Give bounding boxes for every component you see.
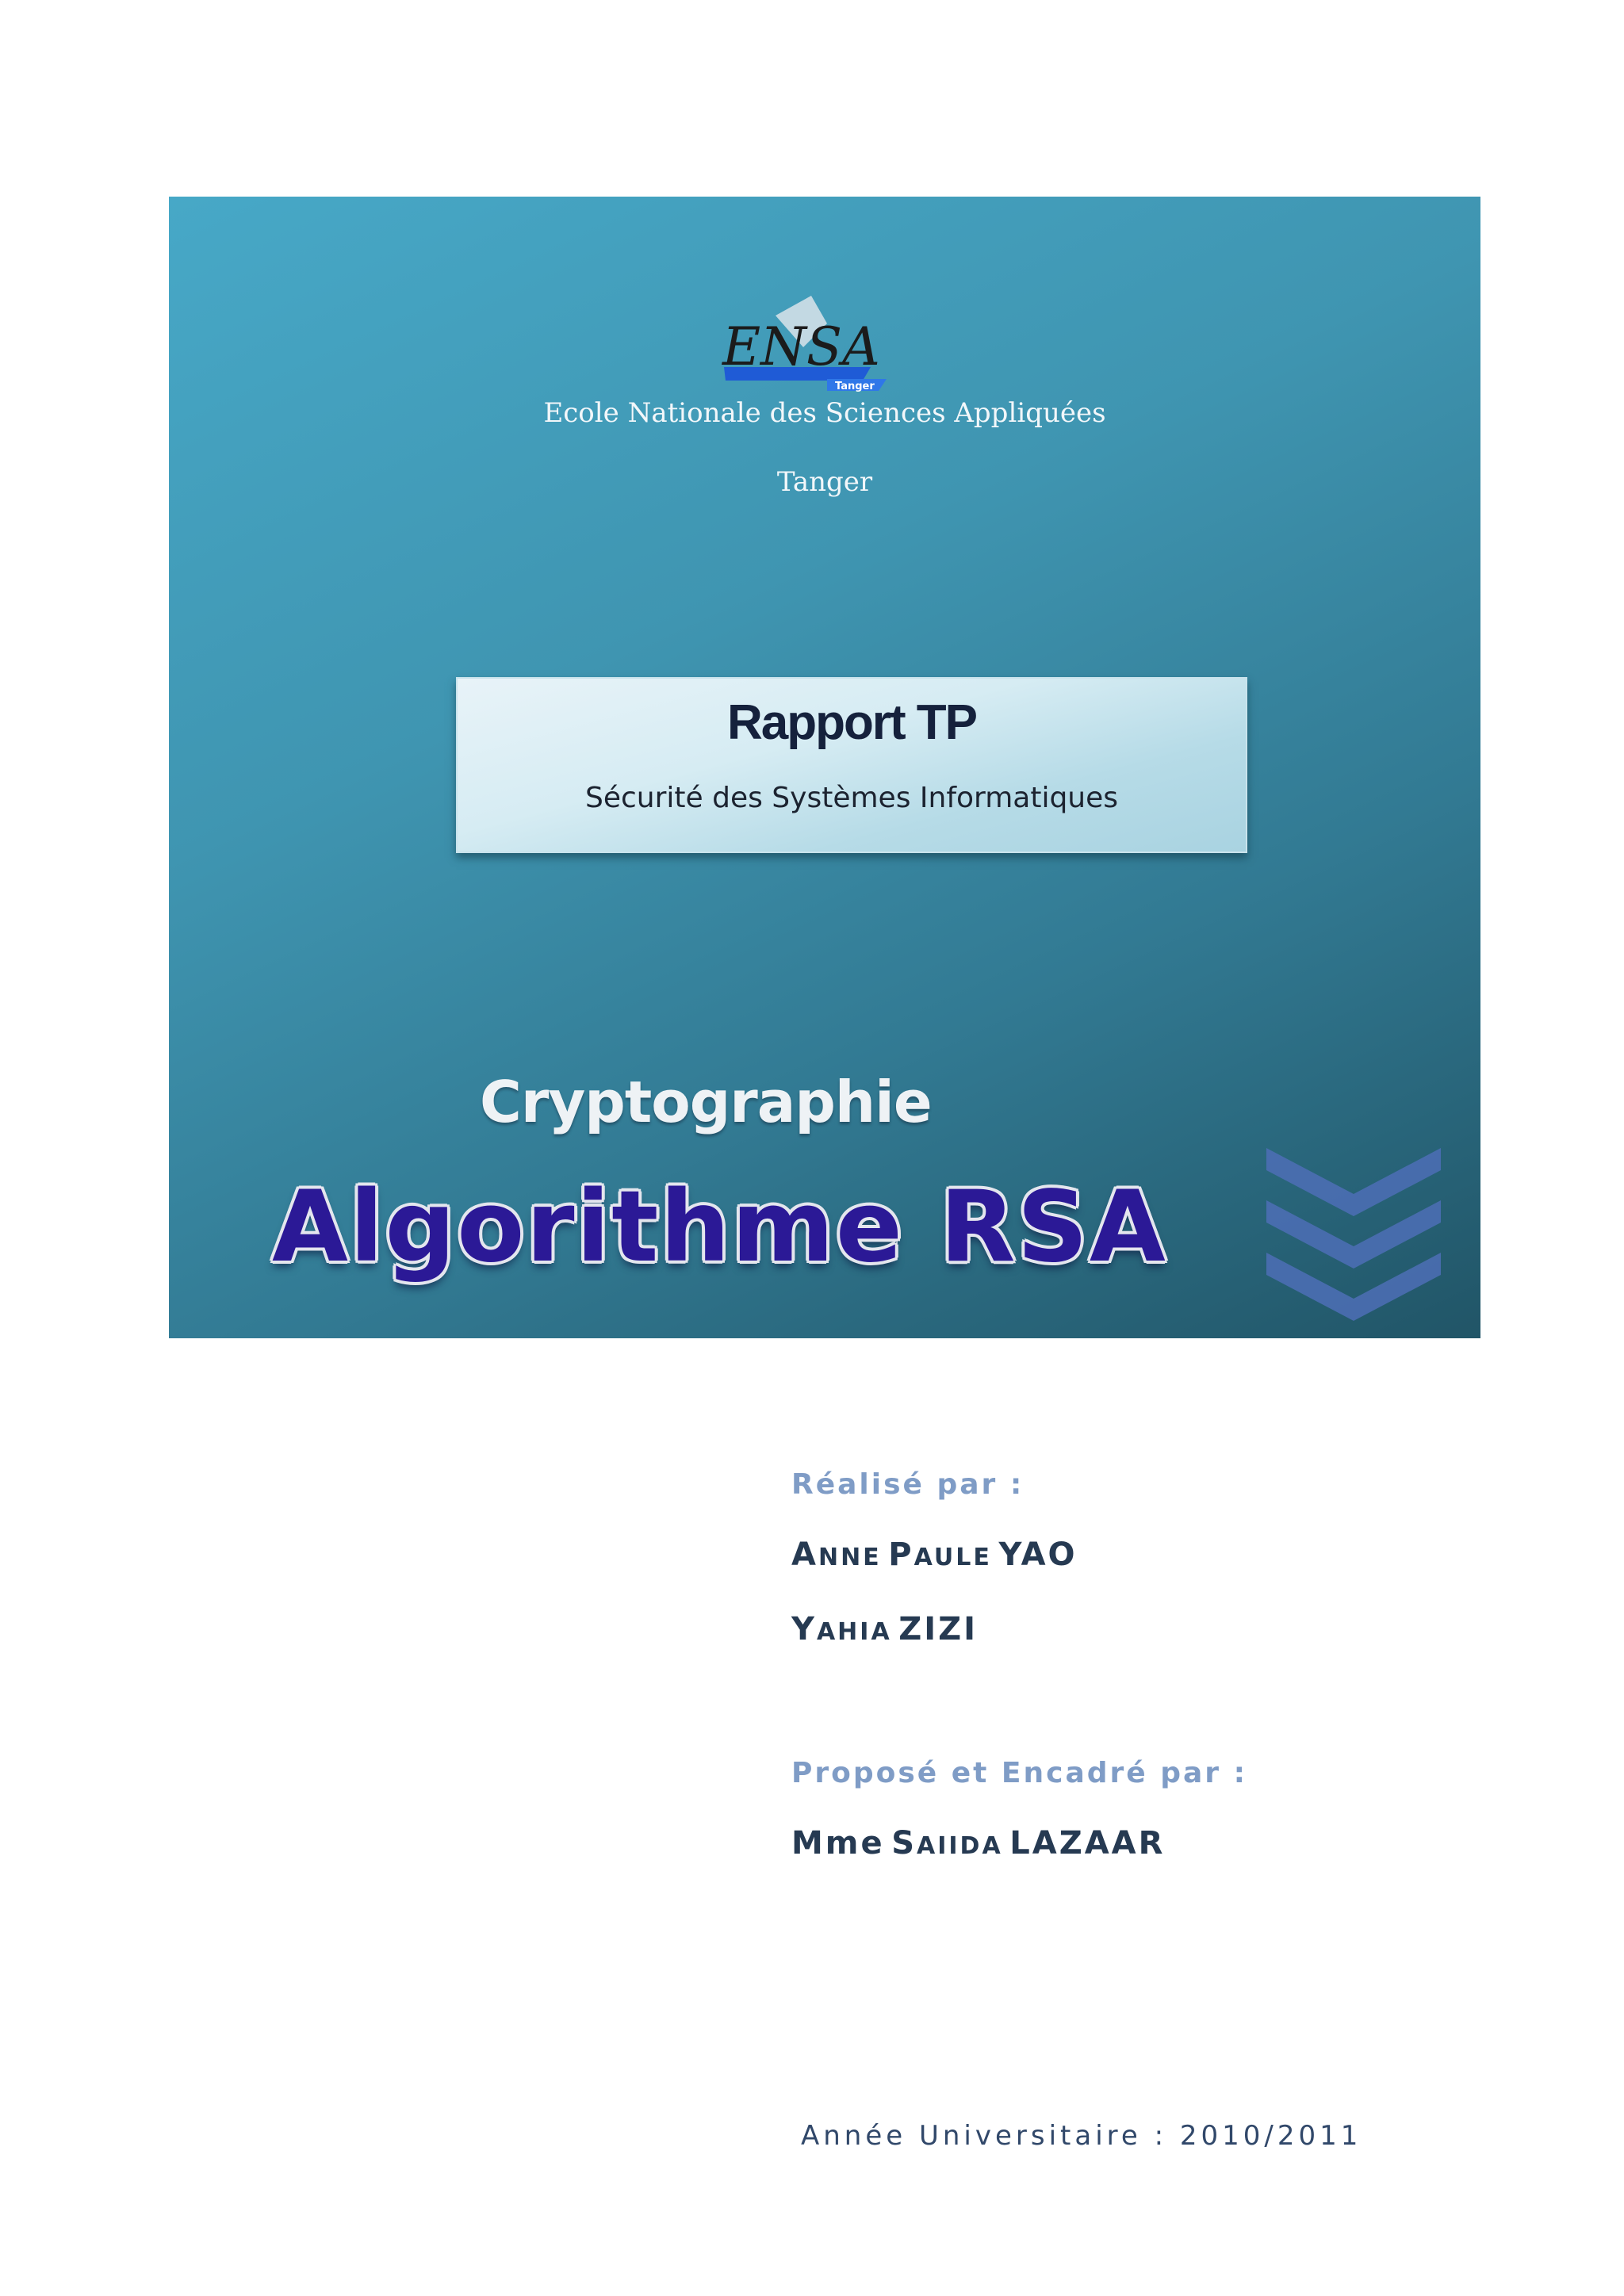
school-name: Ecole Nationale des Sciences Appliquées: [543, 397, 1106, 429]
author-name: ANNE PAULE YAO: [791, 1536, 1078, 1573]
academic-year: Année Universitaire : 2010/2011: [801, 2120, 1362, 2152]
report-title: Rapport TP: [726, 695, 977, 750]
report-subtitle: Sécurité des Systèmes Informatiques: [584, 782, 1119, 814]
supervisor-name: Mme SAIIDA LAZAAR: [791, 1825, 1166, 1862]
author-name: YAHIA ZIZI: [791, 1611, 979, 1647]
logo-subtext: Tanger: [835, 381, 875, 392]
propose-label: Proposé et Encadré par :: [791, 1757, 1247, 1789]
report-title-box: [456, 677, 1247, 853]
logo-text: ENSA: [722, 316, 880, 377]
ensa-logo: [708, 292, 898, 395]
algorithm-title: Algorithme RSA: [272, 1170, 1167, 1284]
topic-title: Cryptographie: [480, 1069, 932, 1135]
realise-label: Réalisé par :: [791, 1468, 1025, 1501]
chevron-down-icon: [1266, 1148, 1441, 1322]
cover-banner: [169, 197, 1480, 1338]
school-city: Tanger: [776, 466, 873, 498]
